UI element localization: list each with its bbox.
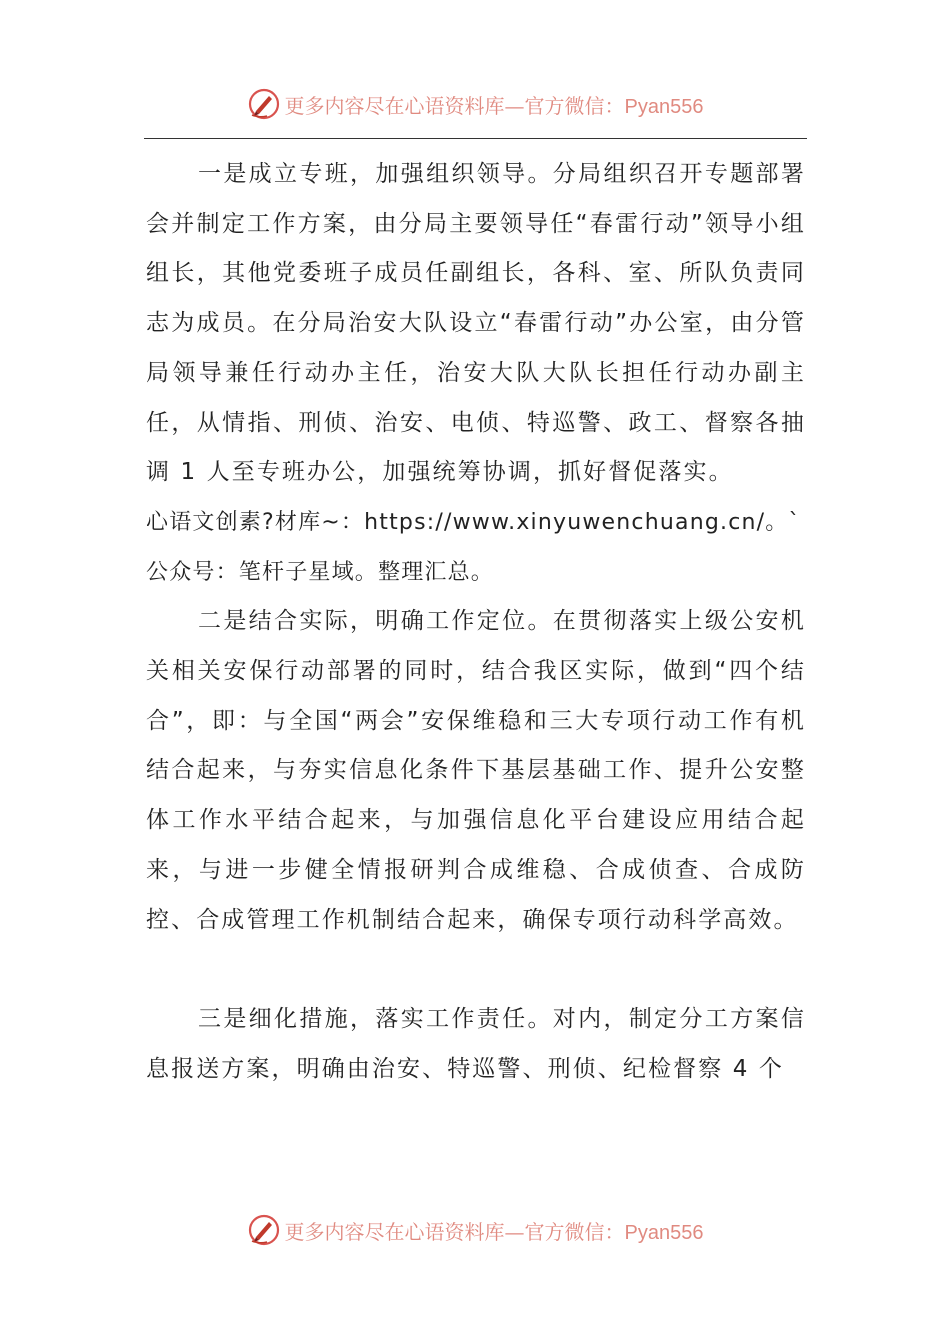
header-divider — [144, 138, 807, 139]
pen-circle-logo-icon — [247, 87, 281, 121]
paragraph-1: 一是成立专班，加强组织领导。分局组织召开专题部署会并制定工作方案，由分局主要领导任“春雷行动”领导小组组长，其他党委班子成员任副组长，各科、室、所队负责同志为成员。在分局治安大队设立“春雷行动”办公室，由分管局领导兼任行动办主任，治安大队大队长担任行动办副主任，从情指、刑侦、治安、电侦、特巡警、政工、督察各抽调 1 人至专班办公，加强统筹协调，抓好督促落实。 — [146, 161, 806, 486]
banner-text — [285, 90, 704, 119]
banner-wechat-id: Pyan556 — [624, 1221, 704, 1244]
document-body — [146, 150, 806, 1095]
paragraph-2: 二是结合实际，明确工作定位。在贯彻落实上级公安机关相关安保行动部署的同时，结合我区实际，做到“四个结合”，即：与全国“两会”安保维稳和三大专项行动工作有机结合起来，与夯实信息化条件下基层基础工作、提升公安整体工作水平结合起来，与加强信息化平台建设应用结合起来，与进一步健全情报研判合成维稳、合成侦查、合成防控、合成管理工作机制结合起来，确保专项行动科学高效。 — [146, 608, 806, 933]
header-banner — [0, 84, 950, 124]
pen-circle-logo-icon — [247, 1213, 281, 1247]
banner-main-text: 更多内容尽在心语资料库—官方微信： — [284, 1219, 625, 1244]
paragraph-3: 三是细化措施，落实工作责任。对内，制定分工方案信息报送方案，明确由治安、特巡警、刑侦、纪检督察 4 个 — [146, 1006, 806, 1082]
paragraph-gap — [146, 945, 806, 995]
banner-text — [285, 1216, 704, 1245]
banner-wechat-id: Pyan556 — [624, 95, 704, 118]
source-note: 心语文创素?材库~：https://www.xinyuwenchuang.cn/。`公众号：笔杆子星域。整理汇总。 — [146, 509, 801, 585]
banner-main-text: 更多内容尽在心语资料库—官方微信： — [284, 93, 625, 118]
footer-banner — [0, 1210, 950, 1250]
